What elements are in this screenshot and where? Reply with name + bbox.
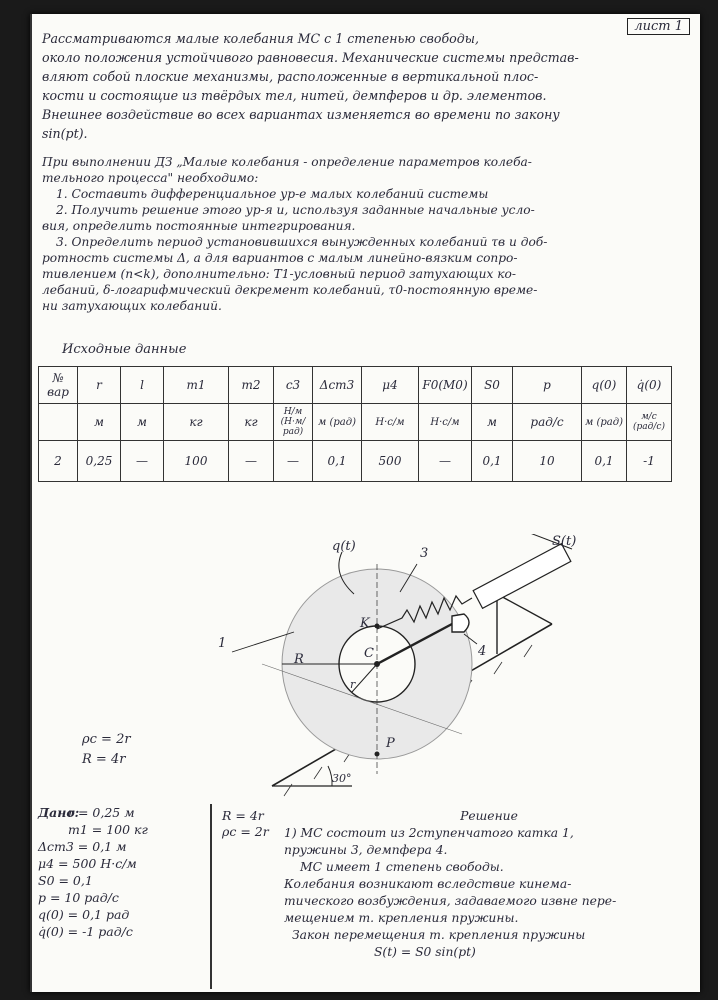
unit-cell: м [78, 404, 121, 441]
column-divider [210, 804, 212, 989]
given-line: μ4 = 500 Н·с/м [38, 856, 137, 871]
label-c: C [364, 646, 374, 661]
value-cell: 0,1 [582, 441, 627, 482]
intro-line: вляют собой плоские механизмы, расположенные в вертикальной плос- [42, 69, 539, 84]
s-label: S(t) [552, 534, 577, 549]
task-line: лебаний, δ-логарифмический декремент колебаний, τ0-постоянную време- [42, 283, 538, 297]
contact-point [375, 752, 380, 757]
label-4: 4 [478, 644, 487, 659]
task-line: 2. Получить решение этого ур-я и, используя заданные начальные усло- [56, 203, 535, 217]
solution-title: Решение [460, 809, 518, 823]
unit-cell: Н·с/м [419, 404, 472, 441]
source-data-table [38, 366, 672, 482]
value-cell: 0,25 [78, 441, 121, 482]
intro-line: Внешнее воздействие во всех вариантах изменяется во времени по закону [42, 107, 560, 122]
intro-line: кости и состоящие из твёрдых тел, нитей, демпферов и др. элементов. [42, 88, 547, 103]
rho-note: ρc = 2r [82, 732, 131, 747]
intro-line: Рассматриваются малые колебания МС с 1 степенью свободы, [42, 31, 479, 46]
unit-cell: м [121, 404, 164, 441]
solution-line: пружины 3, демпфера 4. [284, 843, 448, 857]
unit-cell: кг [164, 404, 229, 441]
task-list [42, 154, 682, 314]
value-cell: 2 [39, 441, 78, 482]
header-cell: μ4 [362, 367, 419, 404]
source-data-title: Исходные данные [62, 342, 187, 357]
point-k [375, 624, 380, 629]
value-cell: 500 [362, 441, 419, 482]
header-cell: m1 [164, 367, 229, 404]
unit-cell: рад/с [513, 404, 582, 441]
value-cell: 100 [164, 441, 229, 482]
given-line: q(0) = 0,1 рад [38, 907, 130, 922]
solution-line: МС имеет 1 степень свободы. [300, 860, 504, 874]
value-cell: — [274, 441, 313, 482]
header-cell: S0 [472, 367, 513, 404]
given-block [38, 804, 148, 940]
sheet-number: лист 1 [627, 18, 690, 35]
q-label: q(t) [332, 539, 356, 554]
label-R: R [294, 652, 304, 667]
value-cell: -1 [627, 441, 672, 482]
label-r: r [350, 678, 356, 691]
unit-cell: м [472, 404, 513, 441]
header-cell: l [121, 367, 164, 404]
given-line: r = 0,25 м [68, 805, 135, 820]
header-cell: F0(M0) [419, 367, 472, 404]
given-line: q̇(0) = -1 рад/с [38, 924, 133, 939]
value-cell: — [121, 441, 164, 482]
label-1: 1 [218, 636, 227, 651]
value-cell: 0,1 [313, 441, 362, 482]
relation-line: R = 4r [222, 808, 264, 823]
task-line: ни затухающих колебаний. [42, 299, 222, 313]
header-cell: q̇(0) [627, 367, 672, 404]
notebook-page [30, 14, 700, 992]
solution-line: Закон перемещения т. крепления пружины [292, 928, 586, 942]
unit-cell: м (рад) [313, 404, 362, 441]
wall-line [497, 594, 552, 624]
solution-line: 1) МС состоит из 2ступенчатого катка 1, [284, 826, 574, 840]
value-cell: 10 [513, 441, 582, 482]
task-line: 3. Определить период установившихся вынужденных колебаний τв и доб- [56, 235, 548, 249]
table-header-row [39, 367, 672, 404]
unit-cell: кг [229, 404, 274, 441]
task-line: тивлением (n<k), дополнительно: T1-условный период затухающих ко- [42, 267, 516, 281]
given-line: m1 = 100 кг [68, 822, 148, 837]
unit-cell: Н·с/м [362, 404, 419, 441]
value-cell: 0,1 [472, 441, 513, 482]
label-p: P [386, 736, 395, 751]
mechanism-diagram [32, 534, 700, 804]
given-line: S0 = 0,1 [38, 873, 93, 888]
table-values-row [39, 441, 672, 482]
R-note: R = 4r [82, 752, 126, 767]
value-cell: — [229, 441, 274, 482]
header-cell: r [78, 367, 121, 404]
solution-line: мещением т. крепления пружины. [284, 911, 519, 925]
given-line: Δст3 = 0,1 м [38, 839, 127, 854]
relations-block [222, 808, 269, 840]
intro-line: sin(pt). [42, 126, 88, 141]
header-cell: q(0) [582, 367, 627, 404]
task-line: ротность системы Δ, а для вариантов с малым линейно-вязким сопро- [42, 251, 518, 265]
intro-line: около положения устойчивого равновесия. Механические системы представ- [42, 50, 579, 65]
unit-cell: м/с (рад/с) [627, 404, 672, 441]
label-k: K [360, 616, 370, 631]
damper [452, 614, 469, 632]
given-line: p = 10 рад/с [38, 890, 119, 905]
solution-line: S(t) = S0 sin(pt) [374, 945, 476, 959]
header-cell: № вар [39, 367, 78, 404]
unit-cell: Н/м (Н·м/рад) [274, 404, 313, 441]
label-3: 3 [420, 546, 429, 561]
slider-guide [473, 544, 571, 609]
header-cell: m2 [229, 367, 274, 404]
angle-label: 30° [332, 772, 352, 785]
header-cell: Δст3 [313, 367, 362, 404]
task-line: тельного процесса" необходимо: [42, 171, 259, 185]
value-cell: — [419, 441, 472, 482]
given-title: Дано: [38, 805, 80, 820]
solution-line: Колебания возникают вследствие кинема- [284, 877, 572, 891]
solution-block [284, 808, 694, 961]
table-units-row [39, 404, 672, 441]
solution-line: тического возбуждения, задаваемого извне пере- [284, 894, 617, 908]
intro-text [42, 30, 672, 144]
header-cell: p [513, 367, 582, 404]
unit-cell [39, 404, 78, 441]
task-line: вия, определить постоянные интегрирования. [42, 219, 356, 233]
unit-cell: м (рад) [582, 404, 627, 441]
relation-line: ρc = 2r [222, 824, 269, 839]
task-line: 1. Составить дифференциальное ур-е малых колебаний системы [56, 187, 489, 201]
header-cell: c3 [274, 367, 313, 404]
task-line: При выполнении ДЗ „Малые колебания - определение параметров колеба- [42, 155, 532, 169]
